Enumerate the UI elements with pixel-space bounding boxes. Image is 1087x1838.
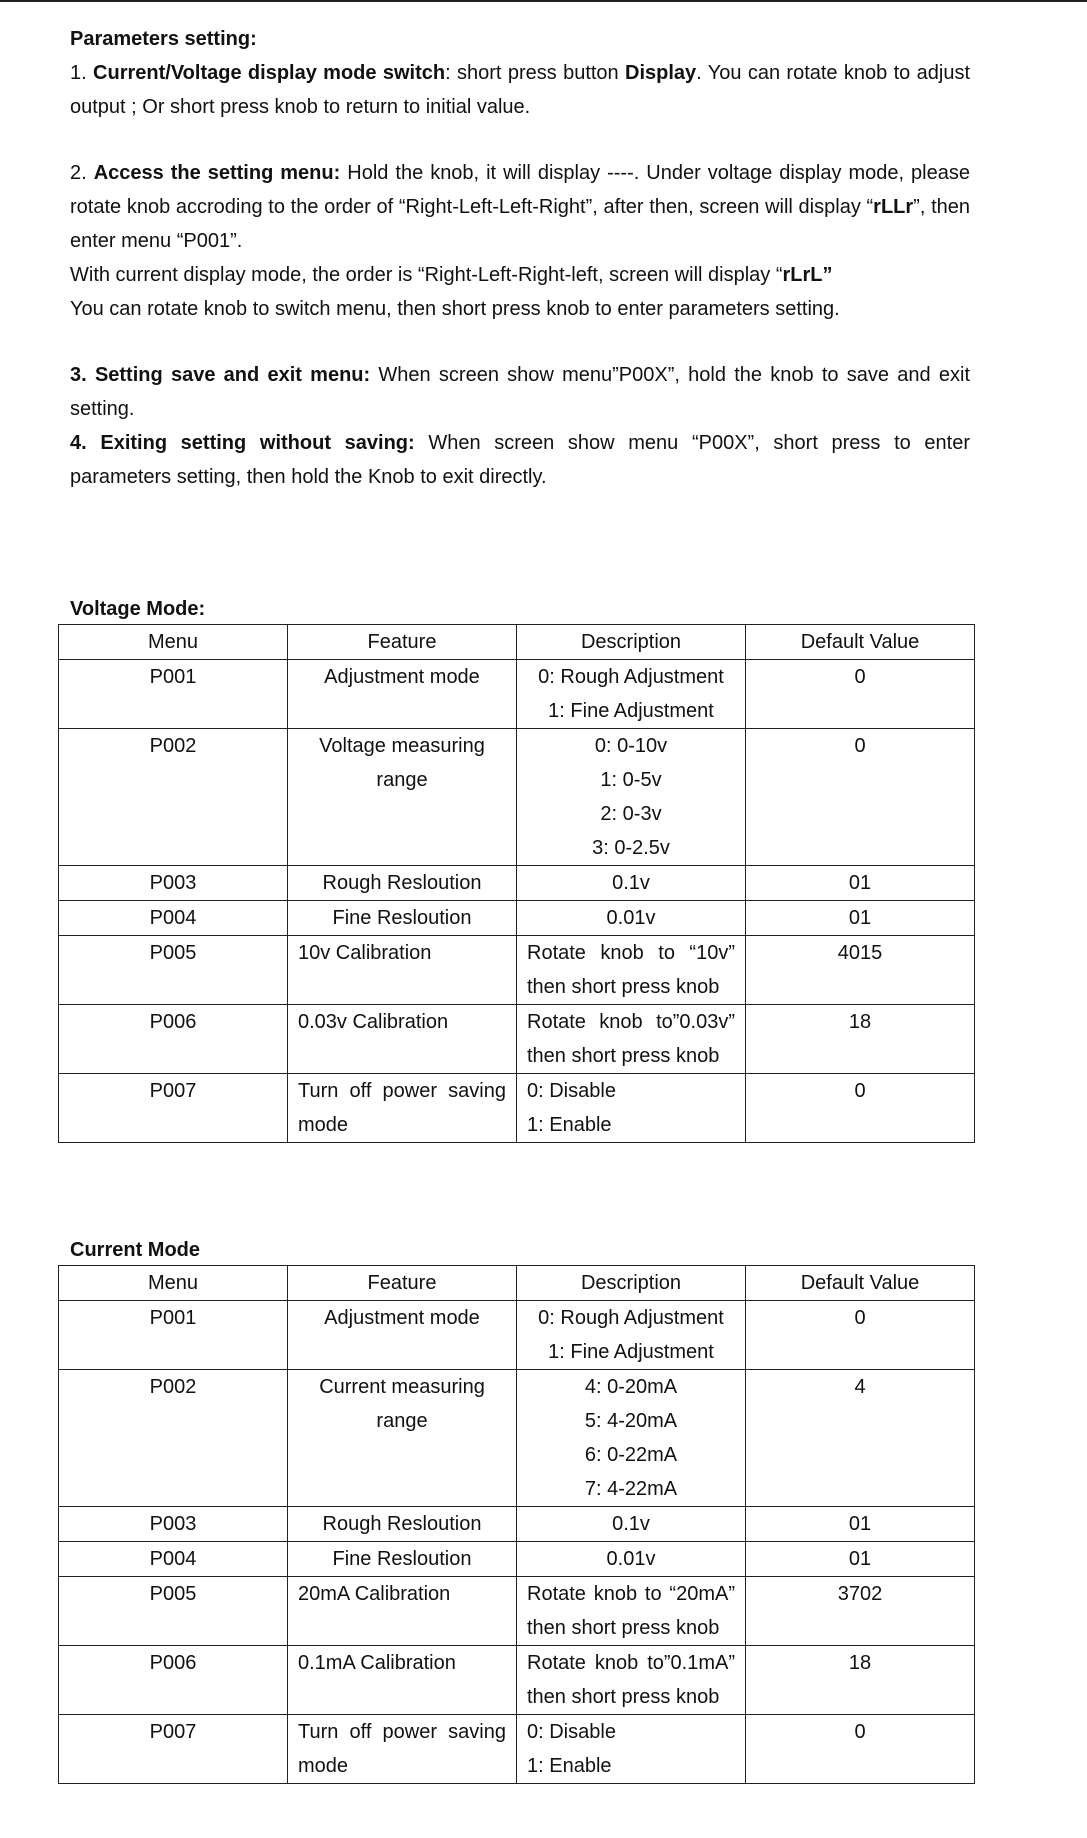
item-1-display-word: Display <box>625 62 697 84</box>
cell-description: 0.01v <box>517 901 746 936</box>
desc-line: 1: Fine Adjustment <box>548 1341 714 1363</box>
table-row <box>59 1301 975 1370</box>
item-1-text-b: . You can rotate knob to adjust output ; Or short press knob to return to initial value. <box>70 62 971 118</box>
feature-line: Turn off power saving <box>298 1721 506 1743</box>
table-row <box>59 1507 975 1542</box>
item-2-line2-text: With current display mode, the order is “Right-Left-Right-left, screen will display “ <box>70 264 783 286</box>
cell-description <box>517 936 746 1005</box>
voltage-mode-table <box>58 624 975 1143</box>
cell-default: 0 <box>746 1074 975 1143</box>
voltage-table-title: Voltage Mode: <box>70 598 206 620</box>
header-feature: Feature <box>288 1266 517 1301</box>
desc-line: 0: Rough Adjustment <box>538 1307 724 1329</box>
desc-line: Rotate knob to “20mA” <box>527 1583 735 1605</box>
cell-feature: Adjustment mode <box>288 660 517 729</box>
cell-default: 3702 <box>746 1577 975 1646</box>
cell-menu: P006 <box>59 1646 288 1715</box>
cell-default: 4 <box>746 1370 975 1507</box>
header-description: Description <box>517 1266 746 1301</box>
desc-line: 3: 0-2.5v <box>592 837 670 859</box>
item-2-title: Access the setting menu: <box>93 162 341 184</box>
cell-feature: Rough Resloution <box>288 1507 517 1542</box>
cell-default: 0 <box>746 1715 975 1784</box>
item-4-number: 4. <box>70 432 87 454</box>
item-2-line3: You can rotate knob to switch menu, then short press knob to enter parameters setting. <box>70 298 840 320</box>
table-row <box>59 1577 975 1646</box>
header-feature: Feature <box>288 625 517 660</box>
desc-line: Rotate knob to”0.1mA” <box>527 1652 735 1674</box>
cell-description <box>517 1715 746 1784</box>
table-header-row <box>59 1266 975 1301</box>
cell-description <box>517 1074 746 1143</box>
cell-menu: P002 <box>59 1370 288 1507</box>
desc-line: 4: 0-20mA <box>584 1376 678 1398</box>
cell-menu: P001 <box>59 1301 288 1370</box>
cell-feature: Voltage measuring range <box>288 729 517 866</box>
table-row <box>59 660 975 729</box>
cell-menu: P004 <box>59 1542 288 1577</box>
cell-default: 01 <box>746 866 975 901</box>
cell-default: 0 <box>746 660 975 729</box>
cell-feature: Adjustment mode <box>288 1301 517 1370</box>
cell-menu: P007 <box>59 1715 288 1784</box>
cell-default: 01 <box>746 1542 975 1577</box>
desc-line: 1: 0-5v <box>600 769 662 791</box>
cell-default: 01 <box>746 1507 975 1542</box>
cell-menu: P003 <box>59 866 288 901</box>
table-row <box>59 1370 975 1507</box>
header-menu: Menu <box>59 625 288 660</box>
document-page <box>70 22 970 1784</box>
header-default-value: Default Value <box>746 625 975 660</box>
item-2-number: 2. <box>70 162 87 184</box>
desc-line: 5: 4-20mA <box>584 1410 678 1432</box>
feature-line: mode <box>298 1755 349 1777</box>
header-menu: Menu <box>59 1266 288 1301</box>
desc-line: then short press knob <box>527 1045 720 1067</box>
feature-line: mode <box>298 1114 349 1136</box>
cell-description: 0.01v <box>517 1542 746 1577</box>
desc-line: 0: 0-10v <box>594 735 668 757</box>
cell-feature <box>288 1715 517 1784</box>
desc-line: 1: Enable <box>527 1114 612 1136</box>
cell-menu: P007 <box>59 1074 288 1143</box>
cell-feature: 20mA Calibration <box>288 1577 517 1646</box>
header-description: Description <box>517 625 746 660</box>
desc-line: 2: 0-3v <box>600 803 662 825</box>
item-3-text: When screen show menu”P00X”, hold the knob to save and exit setting. <box>70 364 971 420</box>
item-3-number: 3. <box>70 364 87 386</box>
desc-line: then short press knob <box>527 1686 720 1708</box>
table-row <box>59 866 975 901</box>
cell-description <box>517 1370 746 1507</box>
table-row <box>59 901 975 936</box>
cell-feature: 10v Calibration <box>288 936 517 1005</box>
item-2-text-b: ”, then enter menu “P001”. <box>70 196 970 252</box>
desc-line: 0: Disable <box>527 1721 616 1743</box>
table-row <box>59 1715 975 1784</box>
cell-description <box>517 1577 746 1646</box>
item-2-text-a: Hold the knob, it will display ----. Under voltage display mode, please rotate knob accroding to the order of “Right-Left-Left-Right”, after then, screen will display “ <box>70 162 970 218</box>
cell-menu: P004 <box>59 901 288 936</box>
desc-line: then short press knob <box>527 976 720 998</box>
cell-default: 0 <box>746 729 975 866</box>
desc-line: 7: 4-22mA <box>584 1478 678 1500</box>
desc-line: 6: 0-22mA <box>584 1444 678 1466</box>
item-2-line2 <box>70 258 970 292</box>
current-table-title: Current Mode <box>70 1239 200 1261</box>
feature-line: Turn off power saving <box>298 1080 506 1102</box>
cell-default: 0 <box>746 1301 975 1370</box>
header-default-value: Default Value <box>746 1266 975 1301</box>
item-4-title: Exiting setting without saving: <box>100 432 415 454</box>
item-2-rlrl: rLrL” <box>782 264 833 286</box>
item-4-text: When screen show menu “P00X”, short press to enter parameters setting, then hold the Knob to exit directly. <box>70 432 971 488</box>
page-heading: Parameters setting: <box>70 28 257 50</box>
cell-menu: P006 <box>59 1005 288 1074</box>
top-rule <box>0 0 1087 2</box>
desc-line: then short press knob <box>527 1617 720 1639</box>
cell-description <box>517 1005 746 1074</box>
desc-line: 1: Enable <box>527 1755 612 1777</box>
desc-line: 0: Rough Adjustment <box>538 666 724 688</box>
cell-description: 0.1v <box>517 866 746 901</box>
desc-line: Rotate knob to “10v” <box>527 942 735 964</box>
cell-default: 4015 <box>746 936 975 1005</box>
table-row <box>59 729 975 866</box>
cell-menu: P001 <box>59 660 288 729</box>
desc-line: 0: Disable <box>527 1080 616 1102</box>
item-1-text-a: : short press button <box>445 62 626 84</box>
cell-feature: Fine Resloution <box>288 901 517 936</box>
item-1 <box>70 56 970 124</box>
cell-feature <box>288 1074 517 1143</box>
cell-default: 18 <box>746 1005 975 1074</box>
cell-description <box>517 1301 746 1370</box>
item-2-rllr: rLLr <box>873 196 914 218</box>
table-row <box>59 936 975 1005</box>
item-4 <box>70 426 970 494</box>
cell-feature: 0.03v Calibration <box>288 1005 517 1074</box>
cell-feature: Current measuring range <box>288 1370 517 1507</box>
table-row <box>59 1005 975 1074</box>
cell-feature: 0.1mA Calibration <box>288 1646 517 1715</box>
cell-menu: P005 <box>59 936 288 1005</box>
desc-line: Rotate knob to”0.03v” <box>527 1011 735 1033</box>
item-3-title: Setting save and exit menu: <box>94 364 371 386</box>
table-header-row <box>59 625 975 660</box>
cell-description <box>517 1646 746 1715</box>
cell-default: 18 <box>746 1646 975 1715</box>
cell-menu: P003 <box>59 1507 288 1542</box>
item-1-number: 1. <box>70 62 87 84</box>
cell-feature: Fine Resloution <box>288 1542 517 1577</box>
desc-line: 1: Fine Adjustment <box>548 700 714 722</box>
table-row <box>59 1646 975 1715</box>
cell-description <box>517 729 746 866</box>
cell-default: 01 <box>746 901 975 936</box>
cell-description <box>517 660 746 729</box>
cell-menu: P002 <box>59 729 288 866</box>
table-row <box>59 1074 975 1143</box>
item-1-title: Current/Voltage display mode switch <box>93 62 446 84</box>
item-2 <box>70 156 970 258</box>
item-3 <box>70 358 970 426</box>
cell-menu: P005 <box>59 1577 288 1646</box>
table-row <box>59 1542 975 1577</box>
cell-description: 0.1v <box>517 1507 746 1542</box>
cell-feature: Rough Resloution <box>288 866 517 901</box>
current-mode-table <box>58 1265 975 1784</box>
